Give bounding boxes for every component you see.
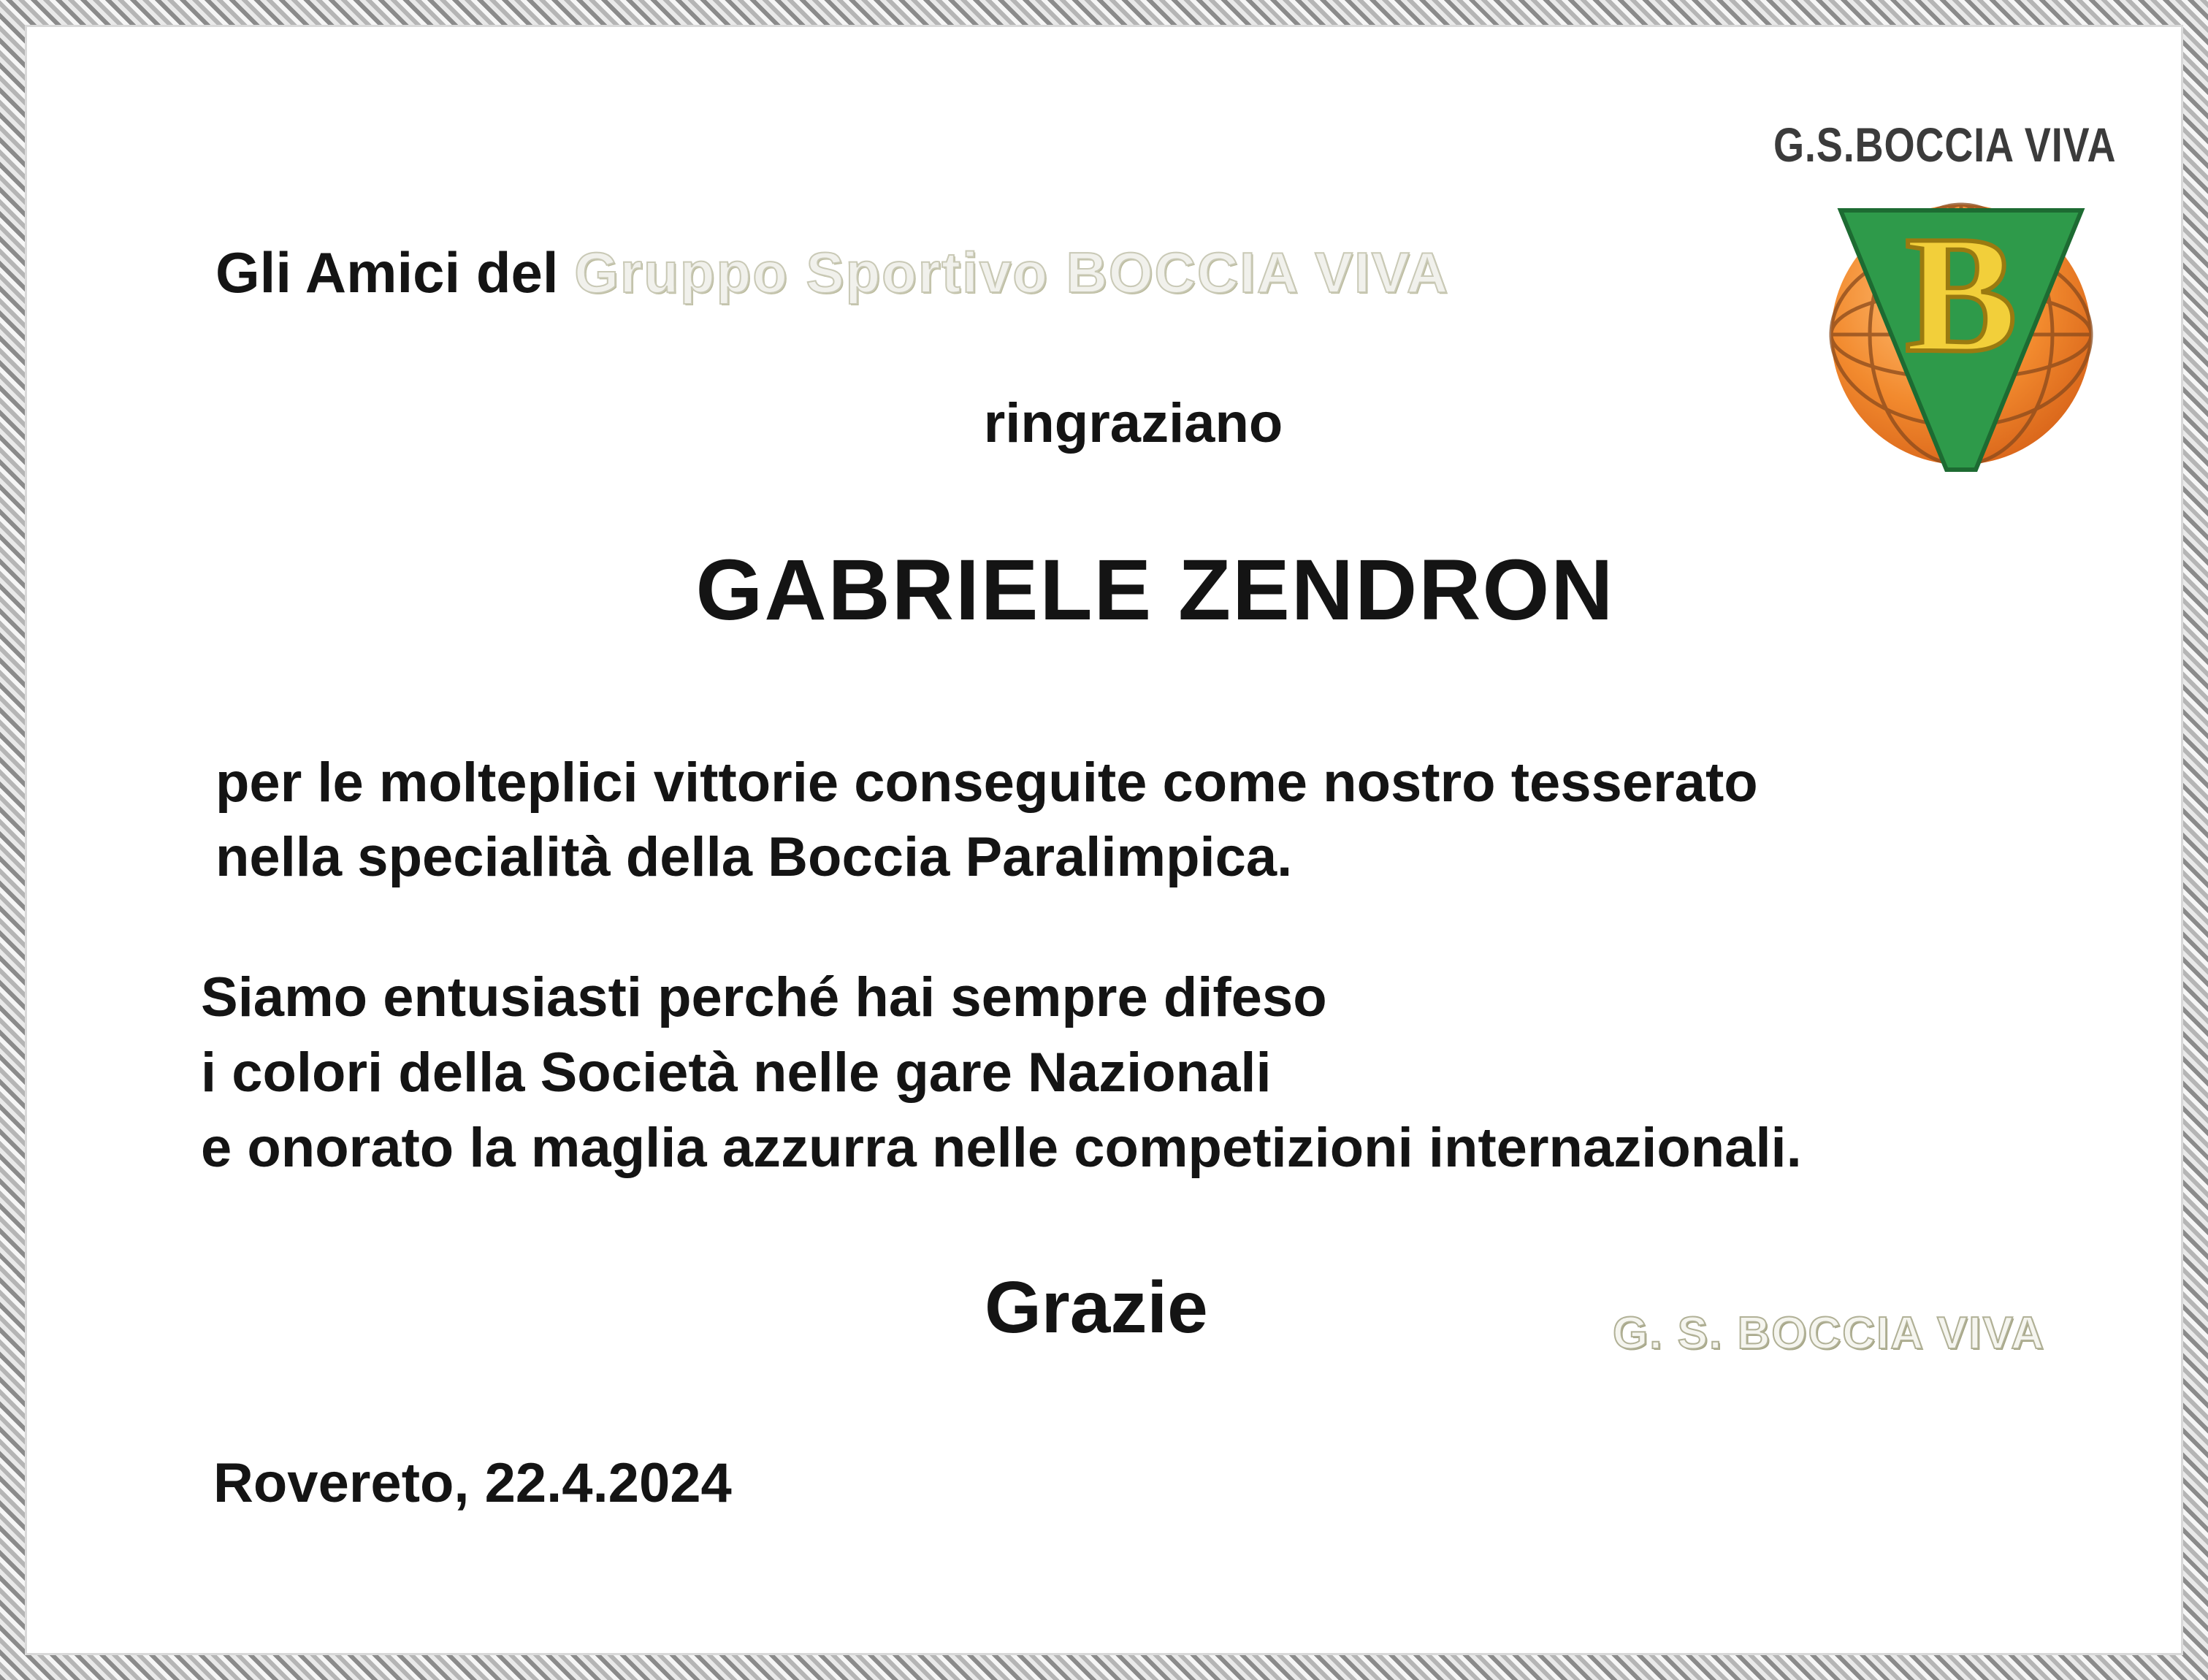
boccia-viva-logo [1826, 181, 2104, 473]
paragraph2-line3: e onorato la maglia azzurra nelle competizioni internazionali. [201, 1117, 1802, 1179]
paragraph1-line1: per le molteplici vittorie conseguite come nostro tesserato [215, 752, 1758, 814]
paragraph2-line1: Siamo entusiasti perché hai sempre difeso [201, 966, 1327, 1028]
embossed-stamp: G. S. BOCCIA VIVA [1613, 1308, 2046, 1359]
closing-thanks: Grazie [985, 1267, 1208, 1348]
place-date: Rovereto, 22.4.2024 [213, 1452, 732, 1514]
paragraph1-line2: nella specialità della Boccia Paralimpica. [215, 826, 1293, 888]
logo-title: G.S.BOCCIA VIVA [1773, 118, 2117, 172]
intro-group-embossed: Gruppo Sportivo BOCCIA VIVA [574, 240, 1450, 305]
thanks-verb: ringraziano [983, 392, 1283, 454]
paragraph2-line2: i colori della Società nelle gare Nazionali [201, 1042, 1272, 1104]
recipient-name: GABRIELE ZENDRON [695, 542, 1615, 638]
logo-letter-b: B [1905, 201, 2017, 387]
intro-prefix: Gli Amici del [215, 240, 559, 305]
intro-line [215, 240, 1449, 306]
